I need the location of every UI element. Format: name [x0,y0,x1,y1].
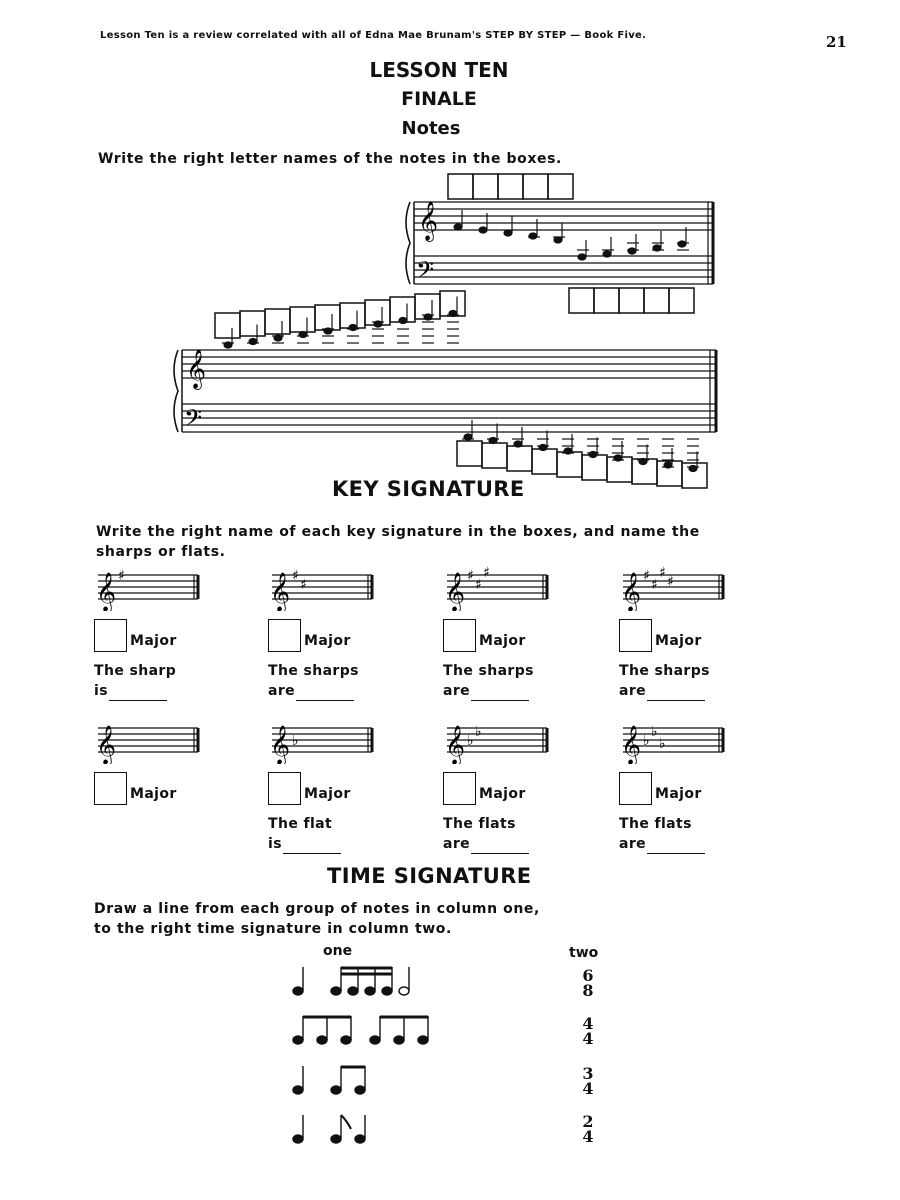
key-signature-item [619,718,779,854]
treble-clef-icon: 𝄞 [96,572,117,611]
bass-clef-icon: 𝄢 [184,404,203,437]
rhythm-group-3[interactable] [293,1066,365,1094]
treble-clef-icon: 𝄞 [96,725,117,764]
accidental-question: The sharps [619,663,710,679]
staff1-bass-answer-boxes[interactable] [569,288,694,313]
notes-title: Notes [401,118,461,139]
time-signature-top: 3 [582,1064,594,1083]
flat-icon: ♭ [475,724,482,740]
accidental-answer-prefix: are [619,683,647,699]
accidental-answer-prefix: are [443,836,471,852]
key-name-answer-box[interactable] [268,619,301,652]
key-signature-staff [94,565,204,611]
flat-icon: ♭ [467,733,474,749]
accidental-answer-blank[interactable] [109,686,167,701]
treble-clef-icon: 𝄞 [418,201,439,241]
time-signature-option[interactable] [578,1016,598,1046]
accidental-answer-blank[interactable] [296,686,354,701]
staff2-bass-notes [462,420,699,472]
time-signature-bottom: 8 [582,981,594,1000]
time-signature-instruction-line1: Draw a line from each group of notes in column one, [94,901,540,917]
lesson-title: LESSON TEN [369,58,509,82]
key-signature-item [94,565,254,701]
key-signature-item [619,565,779,701]
accidental-question: The sharps [268,663,359,679]
treble-clef-icon: 𝄞 [445,572,466,611]
column-two-heading: two [569,945,599,961]
time-signature-option[interactable] [578,1066,598,1096]
accidental-answer-blank[interactable] [647,686,705,701]
major-label: Major [304,633,351,649]
header-note: Lesson Ten is a review correlated with all of Edna Mae Brunam's STEP BY STEP — Book Five. [100,30,647,41]
bass-clef-icon: 𝄢 [416,256,435,289]
key-name-answer-box[interactable] [94,772,127,805]
major-label: Major [479,633,526,649]
accidental-answer-prefix: is [268,836,282,852]
treble-clef-icon: 𝄞 [445,725,466,764]
sharp-icon: ♯ [475,577,482,593]
key-signature-item [443,565,603,701]
key-signature-staff [443,565,553,611]
key-signature-staff [268,718,378,764]
key-name-answer-box[interactable] [619,772,652,805]
key-signature-staff [94,718,204,764]
major-label: Major [304,786,351,802]
accidental-question: The flat [268,816,333,832]
sharp-icon: ♯ [659,565,666,581]
treble-clef-icon: 𝄞 [186,349,207,389]
staff1-treble-notes [454,210,565,243]
key-name-answer-box[interactable] [268,772,301,805]
flat-icon: ♭ [292,733,299,749]
flat-icon: ♭ [651,724,658,740]
sharp-icon: ♯ [483,565,490,581]
staff1-bass-notes [577,227,689,260]
key-signature-item [268,718,428,854]
time-signature-option[interactable] [578,968,598,998]
sharp-icon: ♯ [667,574,674,590]
key-signature-instruction-line1: Write the right name of each key signature in the boxes, and name the [96,524,700,540]
accidental-answer-blank[interactable] [471,839,529,854]
accidental-answer-blank[interactable] [283,839,341,854]
key-signature-staff [268,565,378,611]
key-name-answer-box[interactable] [443,619,476,652]
major-label: Major [655,633,702,649]
key-name-answer-box[interactable] [94,619,127,652]
notes-instruction: Write the right letter names of the notes in the boxes. [98,151,562,167]
accidental-question: The sharp [94,663,177,679]
time-signature-instruction-line2: to the right time signature in column two. [94,921,452,937]
treble-clef-icon: 𝄞 [621,572,642,611]
rhythm-groups [0,950,900,1170]
flat-icon: ♭ [643,733,650,749]
notes-exercise [0,0,900,500]
key-signature-item [94,718,254,808]
accidental-answer-prefix: is [94,683,108,699]
rhythm-group-1[interactable] [293,967,409,995]
accidental-answer-prefix: are [443,683,471,699]
accidental-question: The flats [443,816,516,832]
accidental-answer-blank[interactable] [471,686,529,701]
accidental-answer-blank[interactable] [647,839,705,854]
sharp-icon: ♯ [467,568,474,584]
major-label: Major [479,786,526,802]
time-signature-top: 6 [582,966,594,985]
time-signature-bottom: 4 [582,1079,594,1098]
major-label: Major [130,633,177,649]
time-signature-bottom: 4 [582,1029,594,1048]
accidental-question: The sharps [443,663,534,679]
top-answer-boxes[interactable] [448,174,573,199]
key-signature-instruction-line2: sharps or flats. [96,544,226,560]
sharp-icon: ♯ [643,568,650,584]
key-signature-staff [619,718,729,764]
sharp-icon: ♯ [651,577,658,593]
key-name-answer-box[interactable] [443,772,476,805]
grand-staff-2 [174,350,716,432]
page-number: 21 [826,33,847,51]
treble-clef-icon: 𝄞 [270,725,291,764]
time-signature-option[interactable] [578,1114,598,1144]
time-signature-bottom: 4 [582,1127,594,1146]
major-label: Major [130,786,177,802]
sharp-icon: ♯ [300,577,307,593]
flat-icon: ♭ [659,736,666,752]
key-signature-staff [443,718,553,764]
accidental-answer-prefix: are [268,683,296,699]
key-signature-item [443,718,603,854]
time-signature-top: 4 [582,1014,594,1033]
column-one-heading: one [323,943,353,959]
time-signature-title: TIME SIGNATURE [327,864,532,888]
rhythm-group-4[interactable] [293,1115,365,1143]
finale-title: FINALE [401,88,477,110]
sharp-icon: ♯ [292,568,299,584]
accidental-question: The flats [619,816,692,832]
key-signature-title: KEY SIGNATURE [332,477,525,501]
key-name-answer-box[interactable] [619,619,652,652]
key-signature-item [268,565,428,701]
major-label: Major [655,786,702,802]
time-signature-top: 2 [582,1112,594,1131]
rhythm-group-2[interactable] [293,1016,428,1044]
accidental-answer-prefix: are [619,836,647,852]
treble-clef-icon: 𝄞 [270,572,291,611]
sharp-icon: ♯ [118,568,125,584]
key-signature-staff [619,565,729,611]
treble-clef-icon: 𝄞 [621,725,642,764]
